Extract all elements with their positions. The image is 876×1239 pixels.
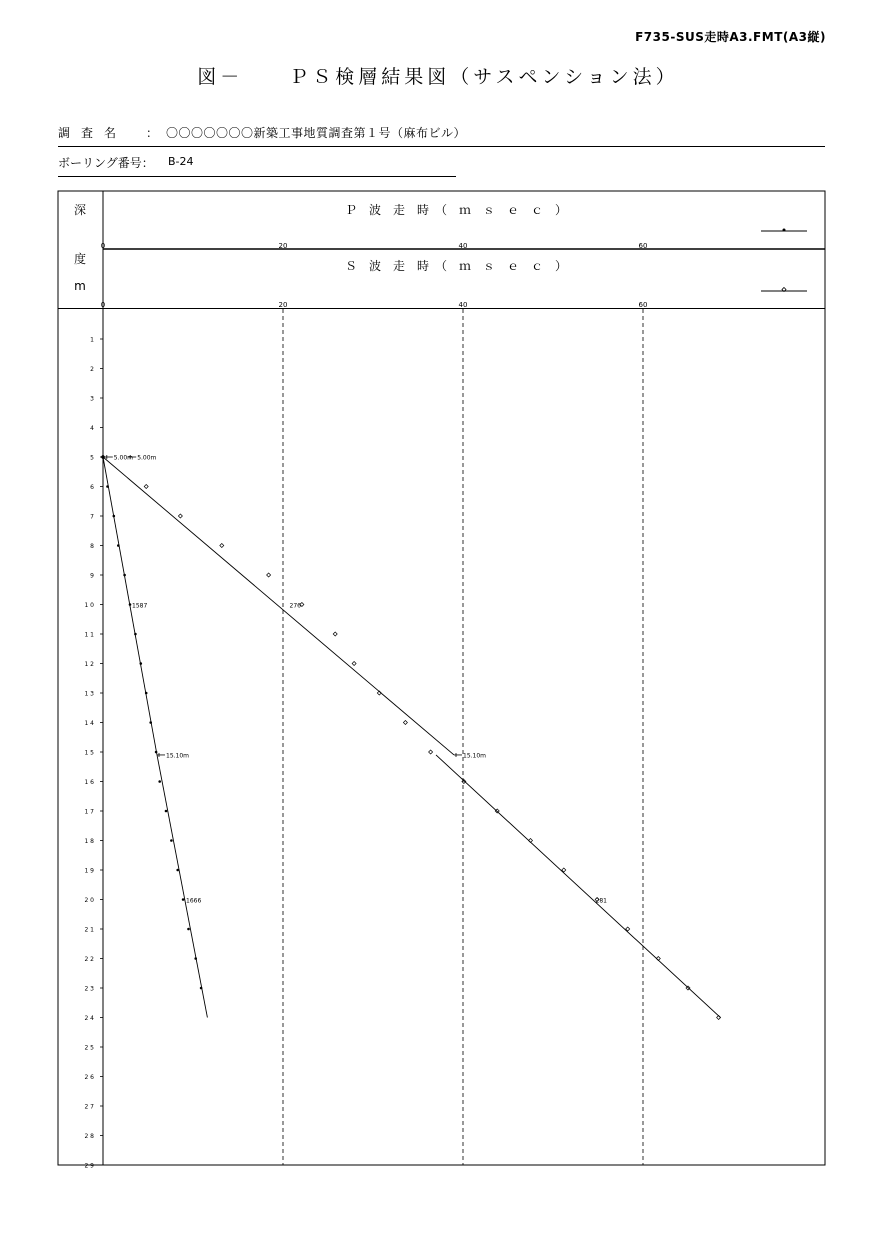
depth-tick-label: 1 8 — [84, 838, 94, 845]
s-wave-point — [267, 573, 271, 577]
s-wave-fit-line — [103, 454, 454, 755]
depth-axis-label-char: 度 — [73, 252, 87, 266]
s-wave-point — [333, 632, 337, 636]
depth-tick-label: 4 — [90, 425, 94, 432]
p-wave-header: Ｐ 波 走 時 （ ｍ ｓ ｅ ｃ ） — [344, 203, 568, 217]
s-time-tick-label: 60 — [638, 301, 648, 309]
depth-tick-label: 1 4 — [84, 720, 94, 727]
depth-tick-label: 5 — [90, 454, 94, 462]
s-wave-fit-line — [436, 755, 720, 1018]
depth-tick-label: 2 4 — [84, 1015, 94, 1022]
depth-tick-label: 8 — [90, 543, 94, 550]
depth-tick-label: 9 — [90, 572, 94, 580]
s-wave-point — [144, 485, 148, 489]
p-time-tick-label: 60 — [638, 242, 648, 250]
s-wave-point — [429, 750, 433, 754]
s-wave-point — [220, 544, 224, 548]
s-time-tick-label: 20 — [278, 301, 288, 309]
p-wave-point — [176, 869, 179, 872]
p-wave-point — [123, 574, 126, 577]
boring-number-value: B-24 — [168, 155, 194, 168]
depth-tick-label: 1 7 — [84, 808, 94, 816]
p-wave-point — [200, 987, 203, 990]
p-time-tick-label: 40 — [458, 242, 468, 250]
p-time-tick-label: 20 — [278, 242, 288, 250]
depth-tick-label: 2 6 — [84, 1074, 94, 1081]
depth-tick-label: 1 5 — [84, 749, 94, 757]
depth-tick-label: 1 — [90, 336, 94, 344]
s-wave-velocity-label: 281 — [595, 897, 607, 905]
s-wave-header: Ｓ 波 走 時 （ ｍ ｓ ｅ ｃ ） — [344, 259, 568, 273]
boring-number-label: ボーリング番号： — [58, 156, 154, 170]
depth-tick-label: 3 — [90, 395, 94, 403]
survey-name-label: 調査名 — [58, 126, 128, 140]
depth-tick-label: 2 9 — [84, 1162, 94, 1170]
p-wave-point — [170, 839, 173, 842]
s-time-tick-label: 40 — [458, 301, 468, 309]
p-wave-point — [182, 898, 185, 901]
depth-tick-label: 6 — [90, 484, 94, 491]
survey-name-value: 〇〇〇〇〇〇〇新築工事地質調査第１号（麻布ビル） — [166, 126, 467, 140]
p-wave-velocity-label: 1666 — [186, 897, 202, 905]
depth-axis-label-char: 深 — [73, 203, 87, 217]
depth-tick-label: 2 — [90, 366, 94, 373]
depth-tick-label: 7 — [90, 513, 94, 521]
depth-tick-label: 1 6 — [84, 779, 94, 786]
file-code: F735-SUS走時A3.FMT(A3縦) — [635, 30, 826, 44]
p-wave-point — [149, 721, 152, 724]
depth-tick-label: 1 1 — [84, 631, 94, 639]
s-wave-point — [352, 662, 356, 666]
p-wave-point — [194, 957, 197, 960]
depth-tick-label: 1 3 — [84, 690, 94, 698]
chart-frame — [58, 191, 825, 1165]
p-wave-point — [145, 692, 148, 695]
p-wave-point — [134, 633, 137, 636]
p-wave-point — [158, 780, 161, 783]
page-title: 図－ ＰＳ検層結果図（サスペンション法） — [197, 66, 679, 88]
s-wave-point — [178, 514, 182, 518]
depth-tick-label: 1 2 — [84, 661, 94, 668]
p-wave-break-label: 15.10m — [166, 752, 190, 760]
p-wave-point — [113, 515, 116, 518]
depth-tick-label: 2 2 — [84, 956, 94, 963]
s-time-tick-label: 0 — [100, 301, 106, 309]
p-wave-point — [187, 928, 190, 931]
depth-axis-label-char: m — [74, 279, 86, 293]
s-wave-point — [403, 721, 407, 725]
p-legend-marker — [783, 229, 786, 232]
depth-tick-label: 1 9 — [84, 867, 94, 875]
depth-tick-label: 1 0 — [84, 602, 94, 609]
s-wave-break-label: 5.00m — [137, 454, 157, 462]
p-wave-velocity-label: 1587 — [132, 602, 148, 610]
p-wave-point — [117, 544, 120, 547]
p-wave-fit-line — [157, 755, 207, 1018]
depth-tick-label: 2 1 — [84, 926, 94, 934]
depth-tick-label: 2 7 — [84, 1103, 94, 1111]
p-wave-point — [129, 603, 132, 606]
depth-tick-label: 2 8 — [84, 1133, 94, 1140]
depth-tick-label: 2 3 — [84, 985, 94, 993]
p-wave-fit-line — [103, 454, 157, 755]
p-wave-point — [155, 751, 158, 754]
p-wave-point — [106, 485, 109, 488]
p-wave-break-label: 5.00m — [113, 454, 134, 462]
depth-tick-label: 2 5 — [84, 1044, 94, 1052]
p-time-tick-label: 0 — [100, 242, 106, 250]
p-wave-point — [165, 810, 168, 813]
p-wave-point — [140, 662, 143, 665]
survey-name-colon: ： — [146, 126, 159, 140]
depth-tick-label: 2 0 — [84, 897, 94, 904]
s-wave-break-label: 15.10m — [463, 752, 487, 760]
s-wave-velocity-label: 276 — [289, 602, 301, 610]
